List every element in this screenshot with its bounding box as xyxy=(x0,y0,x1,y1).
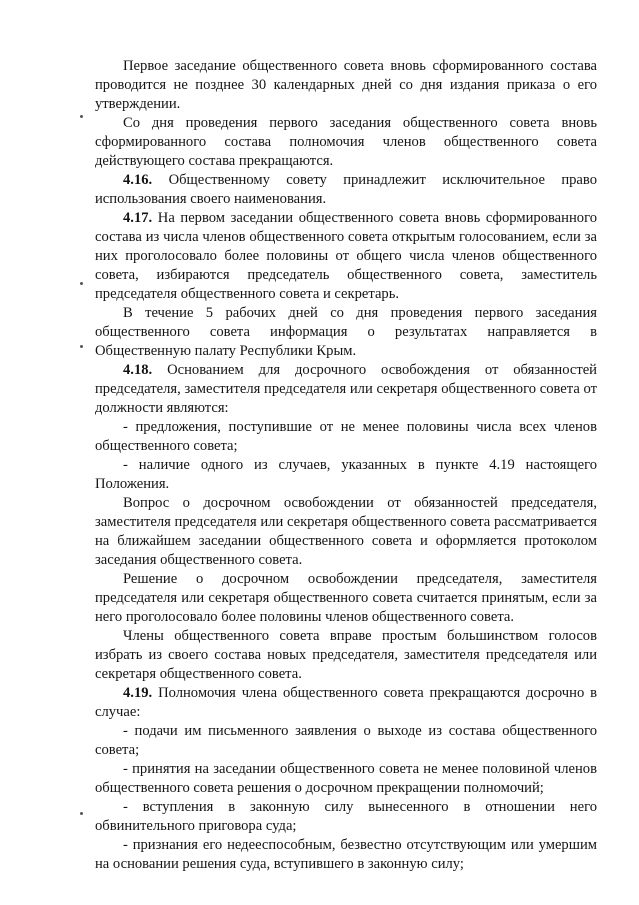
paragraph: В течение 5 рабочих дней со дня проведения первого заседания общественного совета информация о результатах направляется в Общественную палату Республики Крым. xyxy=(95,305,597,359)
scan-speck xyxy=(80,812,83,815)
paragraph: 4.18. Основанием для досрочного освобождения от обязанностей председателя, заместителя председателя или секретаря общественного совета от должности являются: xyxy=(95,362,597,416)
paragraph: 4.19. Полномочия члена общественного совета прекращаются досрочно в случае: xyxy=(95,685,597,720)
paragraph: Первое заседание общественного совета вновь сформированного состава проводится не позднее 30 календарных дней со дня издания приказа о его утверждении. xyxy=(95,58,597,112)
paragraph: 4.17. На первом заседании общественного совета вновь сформированного состава из числа членов общественного совета открытым голосованием, если за них проголосовало более половины от общего числа членов общественного совета, избираются председатель общественного совета, заместитель председателя общественного совета и секретарь. xyxy=(95,210,597,302)
paragraph: Со дня проведения первого заседания общественного совета вновь сформированного состава полномочия членов общественного совета действующего состава прекращаются. xyxy=(95,115,597,169)
scan-speck xyxy=(80,345,83,348)
paragraph: Вопрос о досрочном освобождении от обязанностей председателя, заместителя председателя или секретаря общественного совета рассматривается на ближайшем заседании общественного совета и оформляется протоколом заседания общественного совета. xyxy=(95,495,597,568)
clause-number: 4.17. xyxy=(123,210,153,226)
clause-number: 4.18. xyxy=(123,362,153,378)
paragraph: Члены общественного совета вправе простым большинством голосов избрать из своего состава новых председателя, заместителя председателя или секретаря общественного совета. xyxy=(95,628,597,682)
list-item: - наличие одного из случаев, указанных в пункте 4.19 настоящего Положения. xyxy=(95,457,597,492)
list-item: - признания его недееспособным, безвестно отсутствующим или умершим на основании решения суда, вступившего в законную силу; xyxy=(95,837,597,872)
paragraph: 4.16. Общественному совету принадлежит исключительное право использования своего наименования. xyxy=(95,172,597,207)
list-item: - предложения, поступившие от не менее половины числа всех членов общественного совета; xyxy=(95,419,597,454)
list-item: - вступления в законную силу вынесенного в отношении него обвинительного приговора суда; xyxy=(95,799,597,834)
clause-number: 4.16. xyxy=(123,172,153,188)
paragraph: Решение о досрочном освобождении председателя, заместителя председателя или секретаря общественного совета считается принятым, если за него проголосовало более половины членов общественного совета. xyxy=(95,571,597,625)
scan-speck xyxy=(80,282,83,285)
list-item: - принятия на заседании общественного совета не менее половиной членов общественного совета решения о досрочном прекращении полномочий; xyxy=(95,761,597,796)
scan-speck xyxy=(80,115,83,118)
clause-number: 4.19. xyxy=(123,685,153,701)
list-item: - подачи им письменного заявления о выходе из состава общественного совета; xyxy=(95,723,597,758)
document-body xyxy=(95,57,597,874)
